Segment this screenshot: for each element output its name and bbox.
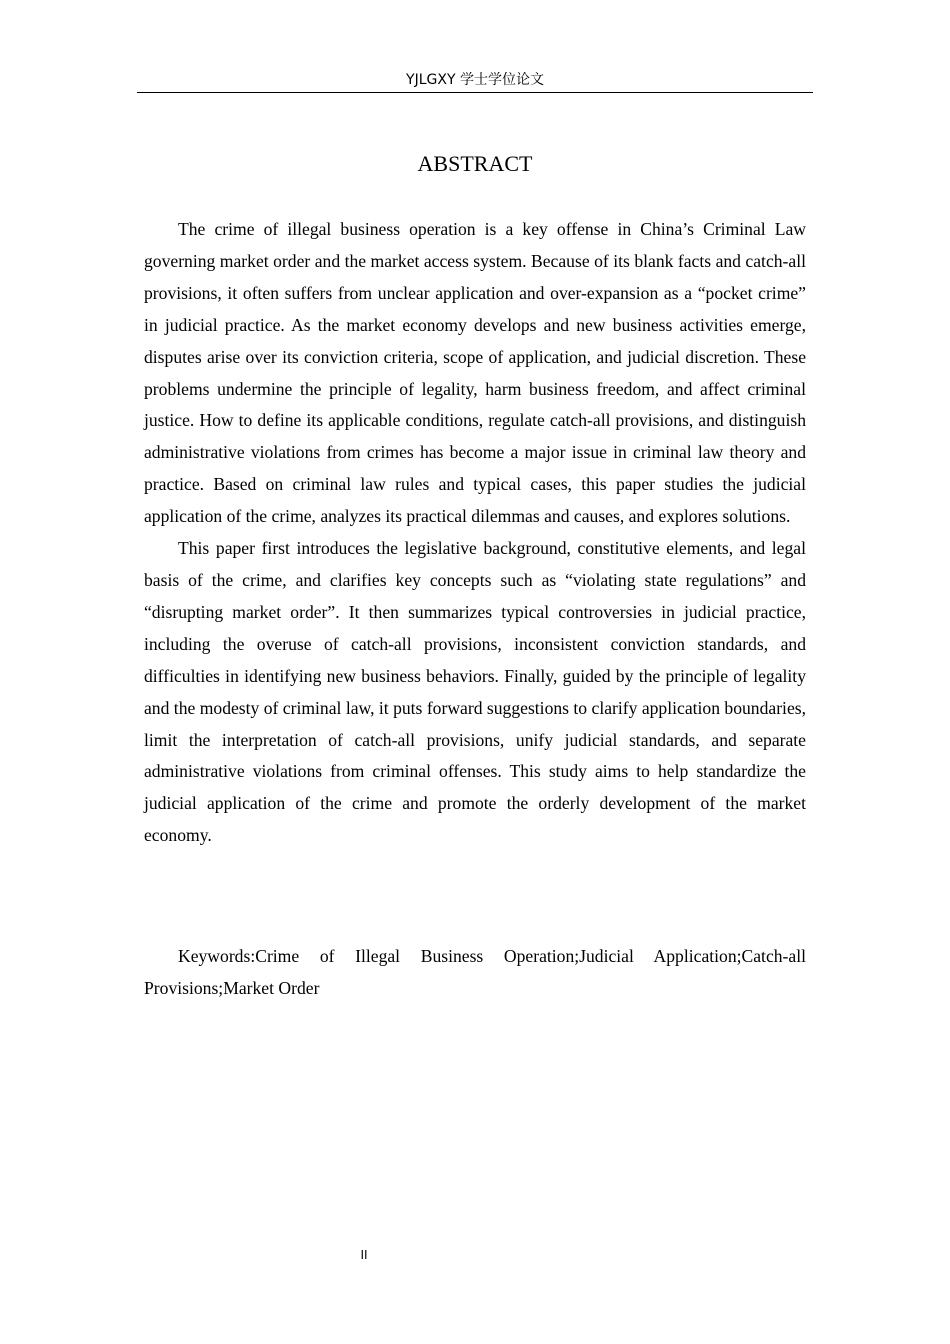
header-rule [137,92,813,93]
page-header: YJLGXY 学士学位论文 [406,72,544,88]
abstract-paragraph-2: This paper first introduces the legislative background, constitutive elements, and legal basis of the crime, and clarifies key concepts such as “violating state regulations” and “disrupting market order”. It then summarizes typical controversies in judicial practice, including the overuse of catch-all provisions, inconsistent conviction standards, and difficulties in identifying new business behaviors. Finally, guided by the principle of legality and the modesty of criminal law, it puts forward suggestions to clarify application boundaries, limit the interpretation of catch-all provisions, unify judicial standards, and separate administrative violations from criminal offenses. This study aims to help standardize the judicial application of the crime and promote the orderly development of the market economy. [144,538,806,846]
abstract-paragraph-1: The crime of illegal business operation is a key offense in China’s Criminal Law governing market order and the market access system. Because of its blank facts and catch-all provisions, it often suffers from unclear application and over-expansion as a “pocket crime” in judicial practice. As the market economy develops and new business activities emerge, disputes arise over its conviction criteria, scope of application, and judicial discretion. These problems undermine the principle of legality, harm business freedom, and affect criminal justice. How to define its applicable conditions, regulate catch-all provisions, and distinguish administrative violations from crimes has become a major issue in criminal law theory and practice. Based on criminal law rules and typical cases, this paper studies the judicial application of the crime, analyzes its practical dilemmas and causes, and explores solutions. [144,219,806,527]
abstract-title: ABSTRACT [417,151,533,176]
keywords: Keywords:Crime of Illegal Business Operation;Judicial Application;Catch-all Provisions;Market Order [144,946,806,998]
abstract-body [144,214,806,852]
page-number: II [360,1248,368,1262]
